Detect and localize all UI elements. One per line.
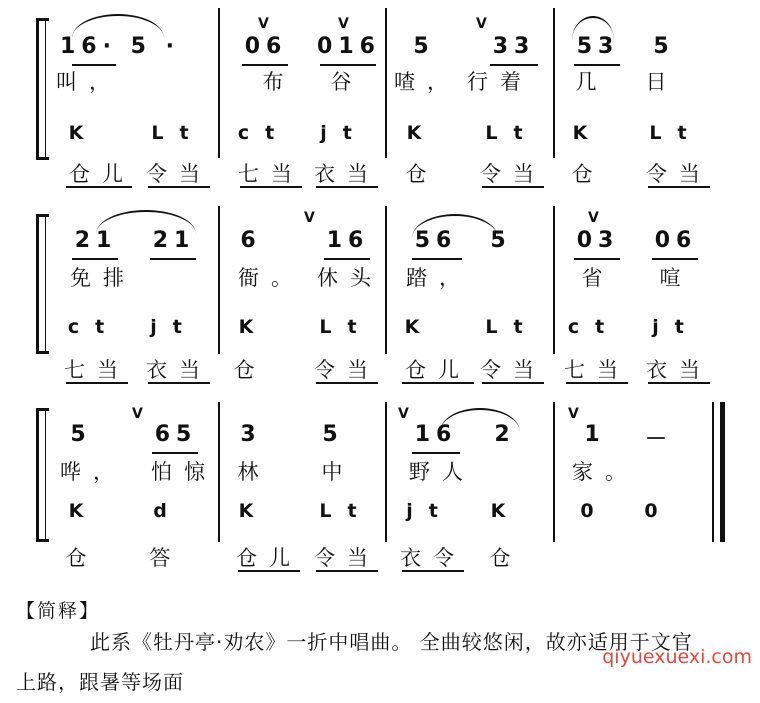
note: 56	[414, 228, 458, 253]
beam-underline	[72, 258, 118, 260]
percussion-symbol: Lt	[319, 500, 373, 522]
gong-underline	[482, 382, 544, 384]
percussion-symbol: Lt	[649, 122, 703, 144]
note: 06	[244, 34, 288, 59]
percussion-symbol: Lt	[485, 122, 539, 144]
note: 5	[322, 422, 344, 447]
lyric: 喧	[659, 266, 693, 290]
note-row	[0, 228, 760, 258]
gong-underline	[66, 382, 128, 384]
percussion-symbol: 0	[644, 500, 674, 522]
note: 16	[326, 228, 370, 253]
lyric: 林	[237, 460, 271, 484]
lyric: 省	[581, 266, 615, 290]
note: 33	[492, 34, 536, 59]
gong-syllable: 仓儿	[405, 358, 471, 382]
beam-underline	[412, 452, 460, 454]
lyric: 衙。	[238, 266, 304, 290]
percussion-symbol: K	[406, 122, 438, 144]
lyric-row	[0, 66, 760, 96]
note: 65	[154, 422, 198, 447]
percussion-symbol: jt	[652, 316, 700, 338]
gong-underline	[566, 382, 628, 384]
percussion-symbol: jt	[150, 316, 198, 338]
percussion-symbol: 0	[580, 500, 610, 522]
gong-syllable: 仓	[233, 358, 267, 382]
beam-underline	[150, 258, 196, 260]
breath-mark: V	[338, 16, 349, 32]
gong-underline	[402, 382, 474, 384]
percussion-symbol: K	[238, 316, 270, 338]
explanation-paragraph: 此系《牡丹亭·劝农》一折中唱曲。 全曲较悠闲，故亦适用于文官	[90, 630, 693, 654]
gong-underline	[240, 186, 302, 188]
lyric: 踏，	[406, 266, 472, 290]
breath-mark: V	[132, 406, 143, 422]
gong-syllable: 衣当	[646, 358, 712, 382]
breath-mark: V	[398, 406, 409, 422]
percussion-symbol: jt	[406, 500, 454, 522]
note: 5	[413, 34, 435, 59]
lyric: 怕惊	[151, 460, 217, 484]
lyric: 几	[575, 70, 609, 94]
percussion-row	[0, 500, 760, 530]
lyric: 叫，	[56, 70, 122, 94]
beam-underline	[652, 258, 698, 260]
note: 16	[414, 422, 458, 447]
gong-syllable: 令当	[646, 162, 712, 186]
gong-syllable-row	[0, 354, 760, 384]
gong-syllable: 仓	[405, 162, 439, 186]
note: 21	[152, 228, 196, 253]
gong-syllable: 七当	[238, 162, 304, 186]
gong-syllable-row	[0, 158, 760, 188]
lyric: 休头	[317, 266, 383, 290]
percussion-symbol: K	[404, 316, 436, 338]
gong-underline	[238, 570, 300, 572]
percussion-symbol: Lt	[151, 122, 205, 144]
note-row	[0, 34, 760, 64]
percussion-symbol: Lt	[485, 316, 539, 338]
lyric-row	[0, 456, 760, 486]
lyric: 日	[645, 70, 679, 94]
gong-syllable: 仓儿	[236, 546, 302, 570]
breath-mark: V	[588, 210, 599, 226]
breath-mark: V	[476, 16, 487, 32]
percussion-row	[0, 122, 760, 152]
lyric-row	[0, 262, 760, 292]
breath-mark: V	[258, 16, 269, 32]
section-title: 【简释】	[16, 600, 101, 622]
gong-syllable: 令当	[314, 358, 380, 382]
gong-syllable: 衣当	[146, 358, 212, 382]
explanation-paragraph-continued: 上路，跟暑等场面	[16, 670, 184, 694]
gong-syllable: 令当	[480, 162, 546, 186]
note: 5	[653, 34, 675, 59]
note: 016	[317, 34, 381, 59]
percussion-symbol: K	[572, 122, 604, 144]
note: 1	[584, 422, 606, 447]
gong-syllable: 仓	[65, 546, 99, 570]
lyric: 野人	[409, 460, 475, 484]
percussion-symbol: ct	[237, 122, 291, 144]
gong-underline	[148, 186, 210, 188]
note: 06	[654, 228, 698, 253]
gong-syllable: 仓	[571, 162, 605, 186]
gong-syllable: 衣当	[314, 162, 380, 186]
gong-syllable: 七当	[564, 358, 630, 382]
gong-syllable: 衣令	[400, 546, 466, 570]
note: 21	[74, 228, 118, 253]
breath-mark: V	[304, 210, 315, 226]
note: 53	[576, 34, 620, 59]
site-watermark: qiyuexuexi.com	[602, 646, 752, 668]
note: 16· 5 ·	[60, 34, 180, 59]
gong-syllable: 仓	[489, 546, 523, 570]
beam-underline	[324, 258, 370, 260]
lyric: 布	[262, 70, 296, 94]
gong-underline	[316, 570, 378, 572]
percussion-symbol: d	[153, 500, 183, 522]
percussion-symbol: jt	[320, 122, 368, 144]
note: 5	[490, 228, 512, 253]
gong-underline	[648, 186, 710, 188]
lyric: 谷	[330, 70, 364, 94]
gong-syllable: 令当	[480, 358, 546, 382]
gong-underline	[316, 186, 378, 188]
note: 5	[70, 422, 92, 447]
lyric: 免排	[70, 266, 136, 290]
gong-syllable: 仓儿	[69, 162, 135, 186]
gong-underline	[148, 382, 210, 384]
lyric: 哗，	[60, 460, 126, 484]
percussion-symbol: K	[68, 122, 100, 144]
gong-underline	[648, 382, 710, 384]
note-row	[0, 422, 760, 452]
beam-underline	[574, 258, 620, 260]
percussion-symbol: K	[68, 500, 100, 522]
percussion-symbol: ct	[67, 316, 121, 338]
note: 2	[494, 422, 516, 447]
gong-syllable: 答	[149, 546, 183, 570]
percussion-symbol: Lt	[319, 316, 373, 338]
percussion-row	[0, 316, 760, 346]
beam-underline	[152, 452, 198, 454]
breath-mark: V	[568, 406, 579, 422]
gong-underline	[316, 382, 378, 384]
gong-syllable: 令当	[146, 162, 212, 186]
percussion-symbol: ct	[567, 316, 621, 338]
percussion-symbol: K	[490, 500, 522, 522]
gong-underline	[482, 186, 544, 188]
lyric: 家。	[572, 460, 638, 484]
beam-underline	[412, 258, 462, 260]
gong-syllable: 令当	[314, 546, 380, 570]
lyric: 中	[321, 460, 355, 484]
note: 3	[240, 422, 262, 447]
gong-syllable-row	[0, 542, 760, 572]
lyric: 行着	[467, 70, 533, 94]
lyric: 喳，	[394, 70, 460, 94]
gong-underline	[402, 570, 464, 572]
gong-syllable: 七当	[64, 358, 130, 382]
note: －	[644, 427, 673, 452]
gong-underline	[66, 186, 132, 188]
percussion-symbol: K	[238, 500, 270, 522]
note: 6	[240, 228, 262, 253]
note: 03	[576, 228, 620, 253]
